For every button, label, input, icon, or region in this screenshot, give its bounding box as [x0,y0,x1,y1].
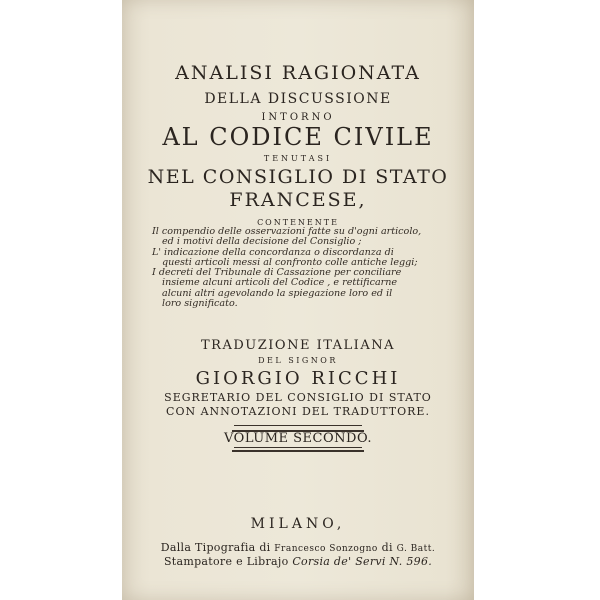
title-line-analisi: ANALISI RAGIONATA [175,62,421,84]
contenente-label: CONTENENTE [257,218,339,227]
title-line-codice-civile: AL CODICE CIVILE [162,123,434,151]
printer-name: Francesco Sonzogno [274,544,378,554]
printer-initials: G. Batt. [396,544,436,554]
title-line-intorno: INTORNO [261,112,335,123]
description-line: loro significato. [162,298,238,310]
imprint-text: Dalla Tipografia di [160,541,275,554]
description-line: insieme alcuni articoli del Codice , e rettificarne [162,277,398,289]
translator-name: GIORGIO RICCHI [195,368,401,389]
translation-heading: TRADUZIONE ITALIANA [201,338,395,353]
translator-role: SEGRETARIO DEL CONSIGLIO DI STATO [164,391,432,404]
contents-description [152,227,448,309]
title-line-consiglio: NEL CONSIGLIO DI STATO [147,166,449,188]
del-signor-label: DEL SIGNOR [258,356,338,365]
rule-top-thin [234,425,362,426]
title-page [122,0,474,600]
imprint-text: Stampatore e Librajo [163,555,293,568]
description-line: L' indicazione della concordanza o discordanza di [152,246,394,258]
title-line-francese: FRANCESE, [229,189,367,211]
title-line-tenutasi: TENUTASI [263,154,333,163]
imprint-line-1 [122,541,474,554]
description-line: Il compendio delle osservazioni fatte su d'ogni articolo, [152,226,422,237]
printer-address: Corsia de' Servi N. 596. [292,555,433,568]
rule-bottom-thick [232,450,364,452]
city-name: MILANO, [250,516,346,532]
volume-label: VOLUME SECONDO. [224,431,372,446]
description-line: alcuni altri agevolando la spiegazione loro ed il [162,287,393,299]
description-line: ed i motivi della decisione del Consiglio ; [162,236,362,248]
imprint-text: di [377,541,397,554]
description-line: questi articoli messi al confronto colle antiche leggi; [162,256,418,268]
imprint-line-2 [122,555,474,568]
annotations-note: CON ANNOTAZIONI DEL TRADUTTORE. [166,405,430,418]
rule-bottom-thin [234,447,362,448]
description-line: I decreti del Tribunale di Cassazione per conciliare [152,267,402,279]
title-line-discussione: DELLA DISCUSSIONE [204,91,392,107]
book-page [122,0,474,600]
